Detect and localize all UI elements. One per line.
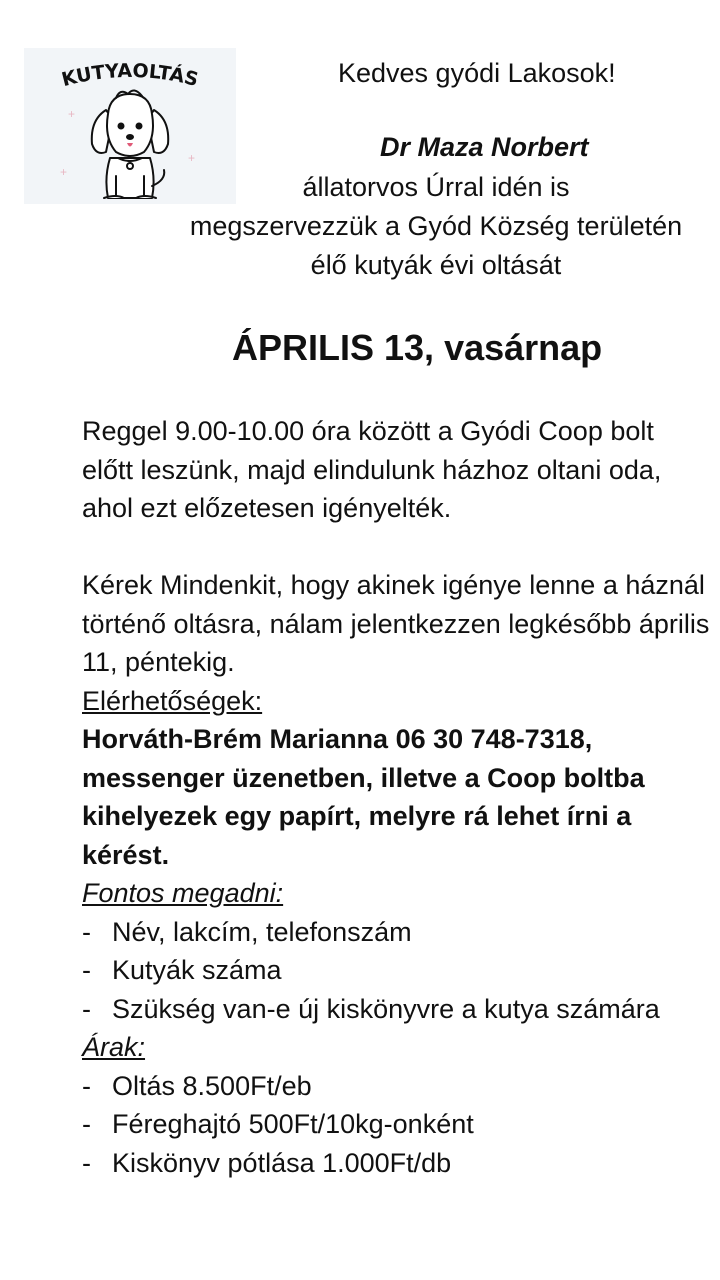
list-item-text: Kiskönyv pótlása 1.000Ft/db	[112, 1147, 452, 1178]
sparkle-icon: +	[188, 151, 196, 165]
list-item	[82, 1144, 712, 1183]
list-item-text: Szükség van-e új kiskönyvre a kutya számára	[112, 993, 660, 1024]
list-item	[82, 990, 712, 1029]
contacts-heading: Elérhetőségek:	[82, 685, 263, 716]
dash-bullet: -	[82, 1109, 91, 1139]
request-paragraph: Kérek Mindenkit, hogy akinek igénye lenne a háznál történő oltásra, nálam jelentkezzen legkésőbb április 11, péntekig.	[82, 570, 710, 677]
intro-line: állatorvos Úrral idén is	[302, 172, 570, 202]
list-item	[82, 913, 712, 952]
list-item-text: Kutyák száma	[112, 955, 282, 985]
svg-text:KUTYAOLTÁS	[59, 60, 200, 91]
dash-bullet: -	[82, 1147, 91, 1178]
intro-text	[158, 168, 714, 285]
list-item-text: Oltás 8.500Ft/eb	[112, 1070, 312, 1101]
doctor-name: Dr Maza Norbert	[380, 132, 589, 162]
dash-bullet: -	[82, 955, 91, 985]
intro-line: élő kutyák évi oltását	[310, 250, 562, 280]
prices-heading: Árak:	[82, 1032, 146, 1062]
dash-bullet: -	[82, 1070, 91, 1101]
intro-line: megszervezzük a Gyód Község területén	[189, 211, 683, 241]
event-date: ÁPRILIS 13, vasárnap	[232, 327, 603, 368]
list-item-text: Név, lakcím, telefonszám	[112, 916, 412, 947]
list-item	[82, 1105, 712, 1144]
prices-list	[82, 1067, 712, 1183]
logo-title: KUTYAOLTÁS	[59, 59, 201, 92]
list-item	[82, 1067, 712, 1106]
dash-bullet: -	[82, 916, 91, 947]
sparkle-icon: +	[60, 165, 68, 179]
list-item-text: Féreghajtó 500Ft/10kg-onként	[112, 1109, 474, 1139]
required-list	[82, 913, 712, 1029]
greeting: Kedves gyódi Lakosok!	[338, 58, 616, 88]
dash-bullet: -	[82, 993, 91, 1024]
sparkle-icon: +	[68, 107, 76, 121]
list-item	[82, 951, 712, 990]
notice-body	[82, 412, 712, 1182]
contacts-text: Horváth-Brém Marianna 06 30 748-7318, messenger üzenetben, illetve a Coop boltba kihelyezek egy papírt, melyre rá lehet írni a kérést.	[82, 724, 645, 870]
schedule-paragraph: Reggel 9.00-10.00 óra között a Gyódi Coop bolt előtt leszünk, majd elindulunk házhoz oltani oda, ahol ezt előzetesen igényelték.	[82, 416, 662, 523]
required-heading: Fontos megadni:	[82, 878, 284, 908]
